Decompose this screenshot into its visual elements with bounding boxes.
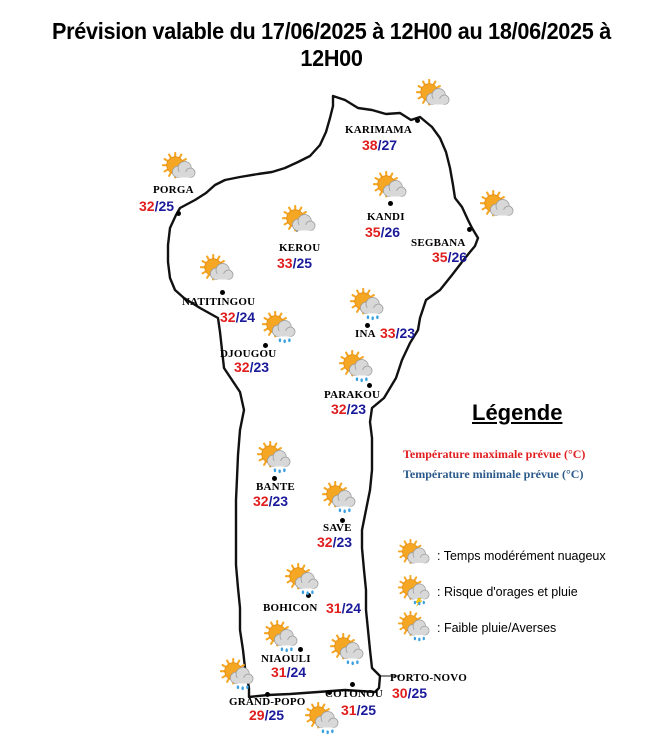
temp-porga: 32/25 [139,198,175,214]
temp-bohicon: 31/24 [326,600,362,616]
temp-save: 32/23 [317,534,353,550]
segbana-partly-cloudy-icon [480,190,514,224]
city-label-grand-popo: GRAND-POPO [229,696,306,708]
segbana-dot [467,227,472,232]
tmin-bante: 23 [272,493,289,509]
tmin-segbana: 26 [451,249,468,265]
natitingou-dot [220,290,225,295]
legend-item-storm-rain: : Risque d'orages et pluie [437,585,578,599]
porto-novo-dot [350,682,355,687]
tmin-bohicon: 24 [345,600,362,616]
legend-storm-rain-icon [398,575,430,607]
porga-partly-cloudy-icon [162,152,196,186]
city-label-kerou: KEROU [279,242,321,254]
tmax-parakou: 32 [331,401,347,417]
cotonou-upper-light-rain-icon [330,633,364,667]
weather-glyph [330,633,364,667]
weather-glyph [305,702,339,736]
weather-glyph [220,658,254,692]
city-label-ina: INA [355,328,376,340]
city-label-kandi: KANDI [367,211,405,223]
city-label-natitingou: NATITINGOU [182,296,256,308]
tmax-karimama: 38 [362,137,378,153]
tmax-porto-novo: 30 [392,685,408,701]
weather-glyph [162,152,196,186]
temp-ina: 33/23 [380,325,416,341]
tmax-cotonou: 31 [341,702,357,718]
temp-segbana: 35/26 [432,249,468,265]
tmax-kerou: 33 [277,255,293,271]
weather-glyph [282,205,316,239]
city-label-porto-novo: PORTO-NOVO [390,672,467,684]
weather-glyph [373,171,407,205]
temp-cotonou: 31/25 [341,702,377,718]
tmin-natitingou: 24 [239,309,256,325]
weather-glyph [398,575,430,607]
tmin-grand-popo: 25 [268,707,285,723]
weather-glyph [200,254,234,288]
tmin-ina: 23 [399,325,416,341]
legend-light-rain-icon [398,611,430,643]
tmax-porga: 32 [139,198,155,214]
city-label-karimama: KARIMAMA [345,124,412,136]
legend-item-light-rain: : Faible pluie/Averses [437,621,557,635]
tmax-save: 32 [317,534,333,550]
grand-popo-light-rain-icon [220,658,254,692]
city-label-save: SAVE [323,522,352,534]
tmax-natitingou: 32 [220,309,236,325]
karimama-dot [415,118,420,123]
tmax-grand-popo: 29 [249,707,265,723]
temp-kerou: 33/25 [277,255,313,271]
tmax-kandi: 35 [365,224,381,240]
tmin-save: 23 [336,534,353,550]
legend-max-temp-label: Température maximale prévue (°C) [403,447,586,461]
city-label-djougou: DJOUGOU [220,348,277,360]
tmax-djougou: 32 [234,359,250,375]
temp-djougou: 32/23 [234,359,270,375]
niaouli-dot [298,647,303,652]
city-label-cotonou: COTONOU [325,688,384,700]
temp-natitingou: 32/24 [220,309,256,325]
kandi-partly-cloudy-icon [373,171,407,205]
kerou-partly-cloudy-icon [282,205,316,239]
temp-karimama: 38/27 [362,137,398,153]
tmin-kandi: 26 [384,224,401,240]
parakou-light-rain-icon [339,350,373,384]
ina-light-rain-icon [350,288,384,322]
tmin-cotonou: 25 [360,702,377,718]
tmin-parakou: 23 [350,401,367,417]
weather-glyph [480,190,514,224]
city-label-niaouli: NIAOULI [261,653,311,665]
porga-dot [176,211,181,216]
bante-light-rain-icon [257,441,291,475]
page-title: Prévision valable du 17/06/2025 à 12H00 au 18/06/2025 à 12H00 [51,18,612,71]
temp-parakou: 32/23 [331,401,367,417]
weather-glyph [264,620,298,654]
tmin-djougou: 23 [253,359,270,375]
bohicon-light-rain-icon [285,563,319,597]
city-label-parakou: PARAKOU [324,389,381,401]
city-label-bohicon: BOHICON [263,602,318,614]
temp-kandi: 35/26 [365,224,401,240]
tmin-karimama: 27 [381,137,398,153]
cotonou-light-rain-icon [305,702,339,736]
city-label-bante: BANTE [256,481,295,493]
tmax-niaouli: 31 [271,664,287,680]
weather-glyph [322,481,356,515]
save-light-rain-icon [322,481,356,515]
temp-grand-popo: 29/25 [249,707,285,723]
weather-glyph [262,311,296,345]
tmin-porto-novo: 25 [411,685,428,701]
djougou-light-rain-icon [262,311,296,345]
tmax-ina: 33 [380,325,396,341]
weather-glyph [398,539,430,571]
karimama-partly-cloudy-icon [416,79,450,113]
temp-porto-novo: 30/25 [392,685,428,701]
tmin-porga: 25 [158,198,175,214]
country-border [168,96,478,697]
weather-glyph [257,441,291,475]
city-label-segbana: SEGBANA [411,237,466,249]
tmin-kerou: 25 [296,255,313,271]
legend-partly-cloudy-icon [398,539,430,571]
temp-bante: 32/23 [253,493,289,509]
natitingou-partly-cloudy-icon [200,254,234,288]
city-label-porga: PORGA [153,184,194,196]
tmax-bante: 32 [253,493,269,509]
weather-glyph [416,79,450,113]
niaouli-light-rain-icon [264,620,298,654]
weather-glyph [285,563,319,597]
legend-min-temp-label: Température minimale prévue (°C) [403,467,584,481]
temp-niaouli: 31/24 [271,664,307,680]
tmax-bohicon: 31 [326,600,342,616]
legend-item-partly-cloudy: : Temps modérément nuageux [437,549,606,563]
weather-glyph [339,350,373,384]
tmax-segbana: 35 [432,249,448,265]
weather-glyph [398,611,430,643]
tmin-niaouli: 24 [290,664,307,680]
legend-title: Légende [472,400,563,425]
weather-glyph [350,288,384,322]
